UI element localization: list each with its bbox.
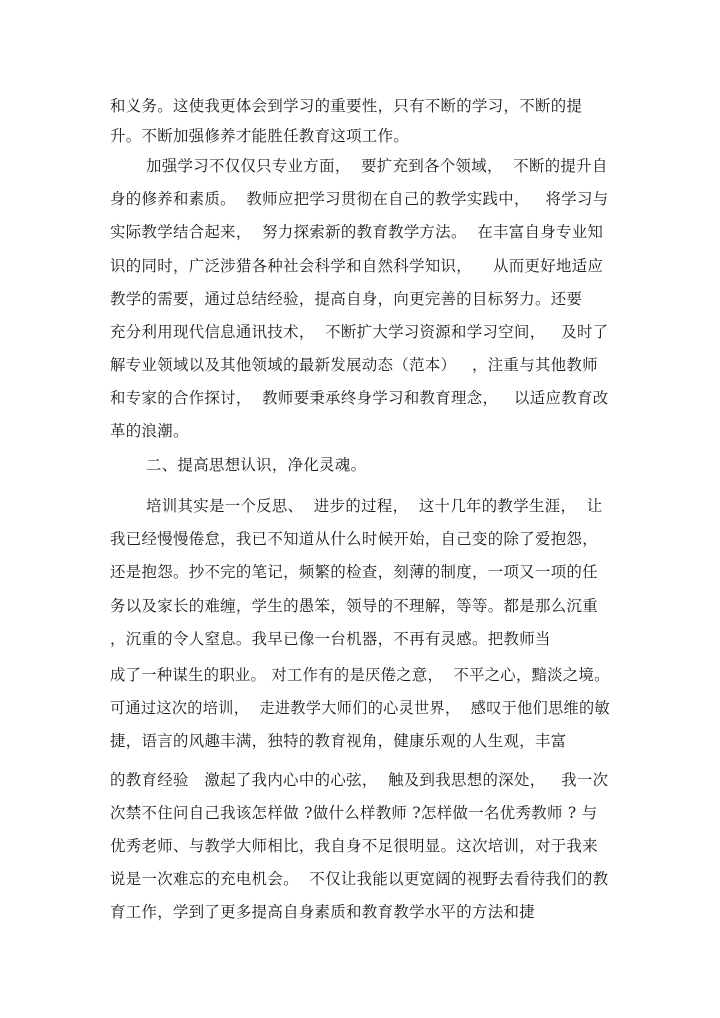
- paragraph-start-line: 培训其实是一个反思、 进步的过程， 这十几年的教学生涯， 让: [146, 497, 603, 515]
- text-line: 捷，语言的风趣丰满，独特的教育视角，健康乐观的人生观，丰富: [110, 732, 567, 750]
- text-line: 的教育经验 激起了我内心中的心弦， 触及到我思想的深处， 我一次: [110, 771, 609, 789]
- text-line: 优秀老师、与教学大师相比，我自身不足很明显。这次培训，对于我来: [110, 837, 598, 855]
- text-line: 充分利用现代信息通讯技术， 不断扩大学习资源和学习空间， 及时了: [110, 323, 609, 341]
- text-line: 和义务。这使我更体会到学习的重要性，只有不断的学习，不断的提: [110, 97, 583, 115]
- text-line: 我已经慢慢倦怠，我已不知道从什么时候开始，自己变的除了爱抱怨，: [110, 530, 598, 548]
- text-line: 革的浪潮。: [110, 422, 189, 440]
- text-line: 和专家的合作探讨， 教师要秉承终身学习和教育理念， 以适应教育改: [110, 389, 609, 407]
- text-line: 还是抱怨。抄不完的笔记，频繁的检查，刻薄的制度，一项又一项的任: [110, 563, 598, 581]
- text-line: 育工作，学到了更多提高自身素质和教育教学水平的方法和捷: [110, 903, 535, 921]
- text-line: 成了一种谋生的职业。 对工作有的是厌倦之意， 不平之心，黯淡之境。: [110, 666, 610, 684]
- text-line: 升。不断加强修养才能胜任教育这项工作。: [110, 127, 410, 145]
- text-line: 身的修养和素质。 教师应把学习贯彻在自己的教学实践中， 将学习与: [110, 190, 609, 208]
- text-line: 实际教学结合起来， 努力探索新的教育教学方法。 在丰富自身专业知: [110, 223, 604, 241]
- text-line: 可通过这次的培训， 走进教学大师们的心灵世界， 感叹于他们思维的敏: [110, 699, 610, 717]
- text-line: ，沉重的令人窒息。我早已像一台机器，不再有灵感。把教师当: [110, 630, 551, 648]
- paragraph-start-line: 加强学习不仅仅只专业方面， 要扩充到各个领域， 不断的提升自: [146, 157, 608, 175]
- text-line: 说是一次难忘的充电机会。 不仅让我能以更宽阔的视野去看待我们的教: [110, 870, 609, 888]
- section-heading: 二、提高思想认识，净化灵魂。: [146, 456, 367, 474]
- text-line: 解专业领域以及其他领域的最新发展动态（范本） ，注重与其他教师: [110, 356, 598, 374]
- text-line: 务以及家长的难缠，学生的愚笨，领导的不理解，等等。都是那么沉重: [110, 597, 598, 615]
- text-line: 次禁不住问自己我该怎样做 ?做什么样教师 ?怎样做一名优秀教师 ? 与: [110, 804, 598, 822]
- text-line: 教学的需要，通过总结经验，提高自身，向更完善的目标努力。还要: [110, 290, 583, 308]
- text-line: 识的同时，广泛涉猎各种社会科学和自然科学知识， 从而更好地适应: [110, 257, 604, 275]
